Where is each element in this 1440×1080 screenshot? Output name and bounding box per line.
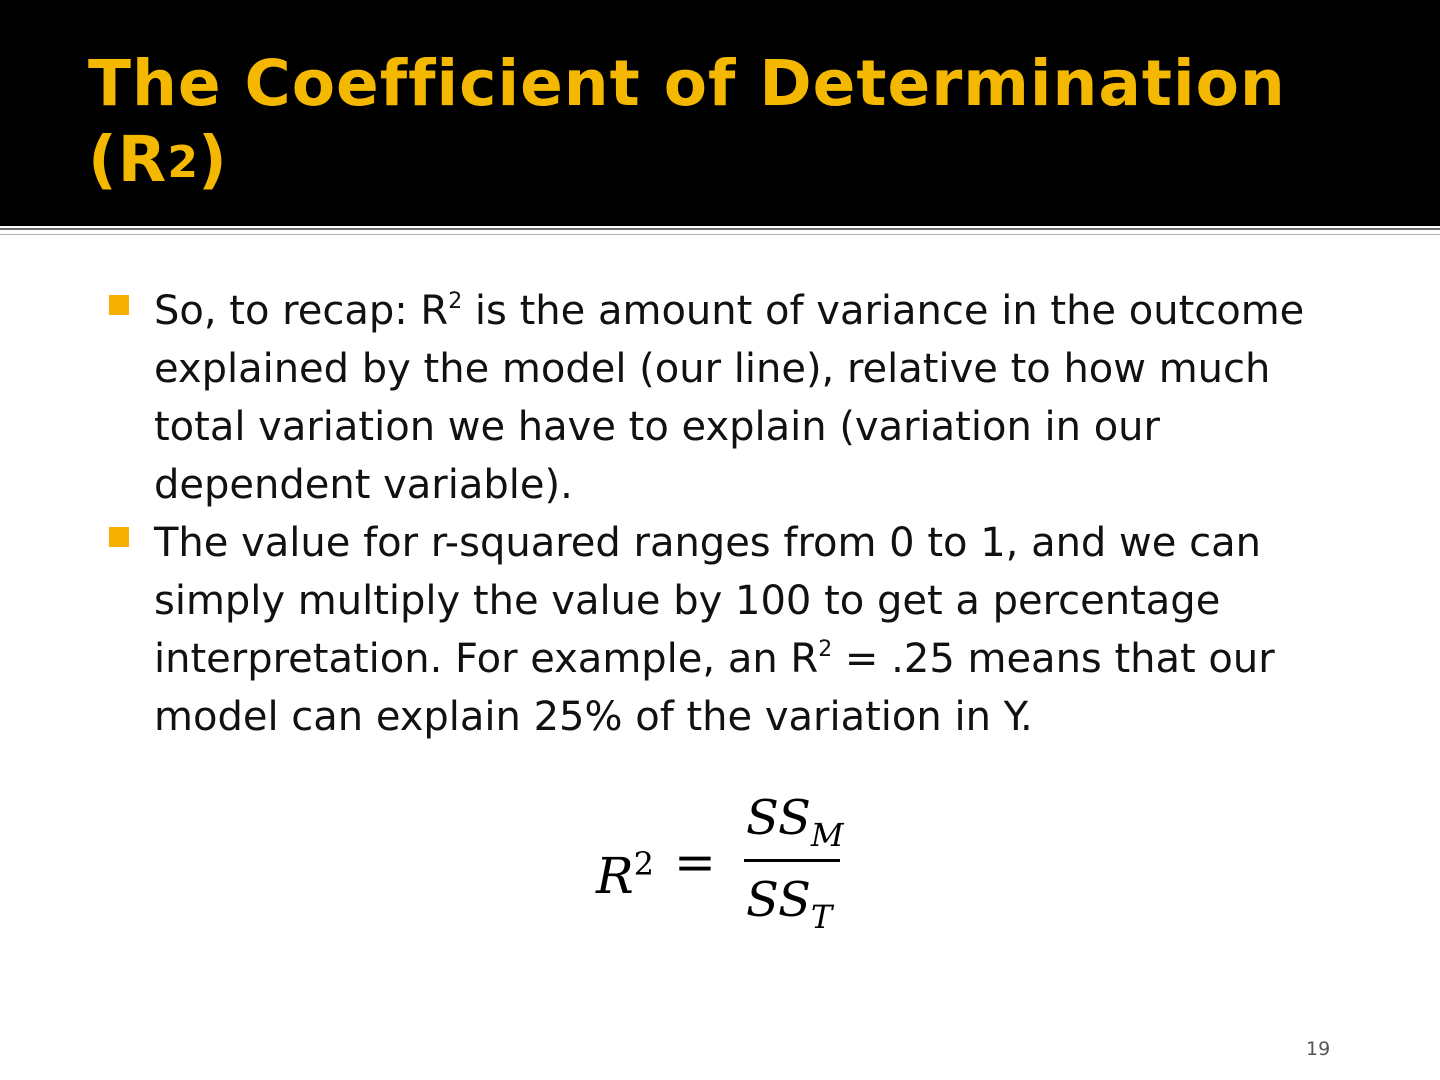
bullet-superscript: 2 xyxy=(818,637,833,662)
formula-numerator xyxy=(746,790,844,863)
bullet-item-recap xyxy=(0,282,1440,514)
square-bullet-icon xyxy=(109,527,129,547)
denominator-symbol: SS xyxy=(746,872,811,928)
title-main: The Coefficient of Determination xyxy=(88,47,1286,120)
formula-lhs xyxy=(596,834,654,906)
title-bar xyxy=(0,0,1440,226)
r-squared-formula xyxy=(596,786,856,936)
bullet-text-post: = .25 means that our model can explain 25% of the variation in Y. xyxy=(154,636,1275,740)
bullet-superscript: 2 xyxy=(448,289,463,314)
title-divider xyxy=(0,228,1440,230)
denominator-subscript: T xyxy=(810,898,833,936)
title-superscript: 2 xyxy=(167,137,198,188)
square-bullet-icon xyxy=(109,295,129,315)
slide-title xyxy=(88,46,1388,201)
numerator-symbol: SS xyxy=(746,790,811,846)
bullet-text-pre: The value for r-squared ranges from 0 to 1, and we can simply multiply the value by 100 to get a percentage interpretation. For example, an R xyxy=(154,520,1261,682)
formula-denominator xyxy=(746,872,832,945)
numerator-subscript: M xyxy=(810,816,844,854)
title-paren-open: (R xyxy=(88,123,168,196)
bullet-text-post: is the amount of variance in the outcome explained by the model (our line), relative to how much total variation we have to explain (variation in our dependent variable). xyxy=(154,288,1305,508)
formula-equals: = xyxy=(674,833,716,891)
title-divider-thin xyxy=(0,234,1440,235)
page-number: 19 xyxy=(1306,1038,1331,1060)
fraction-bar xyxy=(744,859,840,862)
title-paren-close: ) xyxy=(197,123,228,196)
bullet-list xyxy=(0,282,1440,746)
bullet-text-pre: So, to recap: R xyxy=(154,288,449,334)
bullet-item-range xyxy=(0,514,1440,746)
formula-lhs-symbol: R xyxy=(596,847,634,905)
formula-lhs-exponent: 2 xyxy=(633,845,655,883)
